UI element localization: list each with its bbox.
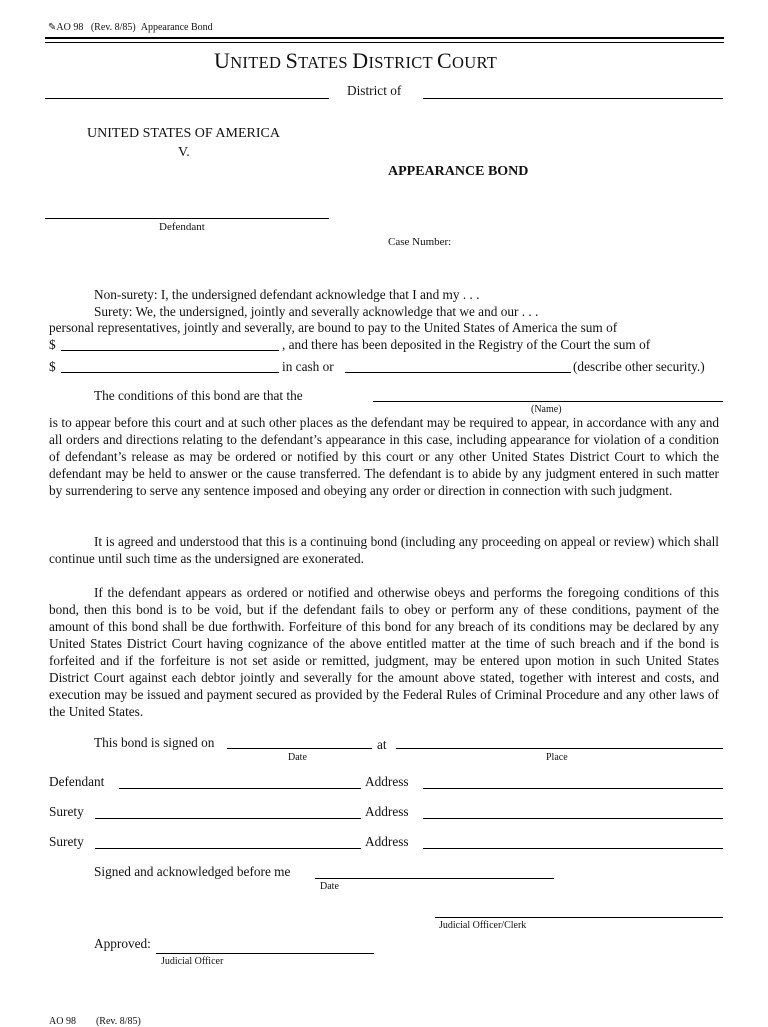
acknowledgment-date-label: Date: [320, 881, 339, 892]
signed-on-label: This bond is signed on: [94, 735, 215, 750]
document-title: APPEARANCE BOND: [388, 164, 529, 179]
acknowledgment-date-field[interactable]: [315, 878, 554, 879]
other-security-label: (describe other security.): [573, 359, 705, 374]
surety-1-address-label: Address: [365, 804, 409, 819]
surety-signature-label: Surety: [49, 804, 84, 819]
forfeiture-paragraph: If the defendant appears as ordered or notified and otherwise obeys and performs the foregoing conditions of this bond, then this bond is to be void, but if the defendant fails to obey or perform any of these conditions, payment of the amount of this bond shall be due forthwith. Forfeiture of this bond for any breach of its conditions may be declared by any United States District Court having cognizance of the above entitled matter at the time of such breach and if the bond is forfeited and if the forfeiture is not set aside or remitted, judgment, may be entered upon motion in such United States District Court against each debtor jointly and severally for the amount above stated, together with interest and costs, and execution may be issued and payment secured as provided by the Federal Rules of Criminal Procedure and any other laws of the United States.: [49, 585, 719, 719]
judicial-officer-clerk-field[interactable]: [435, 917, 723, 918]
defendant-address-field[interactable]: [423, 788, 723, 789]
at-label: at: [377, 737, 387, 752]
district-label: District of: [347, 83, 402, 98]
defendant-signature-field[interactable]: [119, 788, 361, 789]
signed-date-field[interactable]: [227, 748, 372, 749]
district-left-field[interactable]: [45, 98, 329, 99]
surety-1-address-field[interactable]: [423, 818, 723, 819]
form-name: Appearance Bond: [140, 22, 213, 33]
judicial-officer-label: Judicial Officer: [161, 956, 224, 967]
deposited-text: , and there has been deposited in the Registry of the Court the sum of: [282, 337, 651, 352]
defendant-caption-label: Defendant: [159, 221, 205, 233]
personal-representatives-line: personal representatives, jointly and severally, are bound to pay to the United States of America the sum of: [49, 320, 618, 335]
nonsurety-line: Non-surety: I, the undersigned defendant acknowledge that I and my . . .: [94, 287, 480, 302]
header-rule-thin: [45, 42, 724, 43]
signed-place-field[interactable]: [396, 748, 723, 749]
surety-line: Surety: We, the undersigned, jointly and severally acknowledge that we and our . . .: [94, 304, 539, 319]
surety-2-signature-field[interactable]: [95, 848, 361, 849]
dollar-sign: $: [49, 337, 56, 352]
surety-2-address-label: Address: [365, 834, 409, 849]
place-label: Place: [546, 752, 568, 763]
surety-signature-label: Surety: [49, 834, 84, 849]
conditions-intro: The conditions of this bond are that the: [94, 388, 303, 403]
surety-1-signature-field[interactable]: [95, 818, 361, 819]
surety-2-address-field[interactable]: [423, 848, 723, 849]
form-footer: [49, 1016, 141, 1027]
footer-form-id: AO 98: [49, 1016, 76, 1027]
name-label: (Name): [531, 404, 562, 415]
versus-label: V.: [178, 145, 190, 160]
footer-revision: (Rev. 8/85): [95, 1016, 141, 1027]
defendant-signature-label: Defendant: [49, 774, 105, 789]
other-security-field[interactable]: [345, 372, 571, 373]
dollar-sign: $: [49, 359, 56, 374]
continuing-bond-paragraph: It is agreed and understood that this is a continuing bond (including any proceeding on appeal or review) which shall continue until such time as the undersigned are exonerated.: [49, 534, 719, 566]
pencil-icon: ✎: [48, 22, 57, 33]
form-header: [48, 22, 213, 33]
form-revision: (Rev. 8/85): [90, 22, 136, 33]
header-rule-thick: [45, 37, 724, 39]
deposit-amount-field[interactable]: [61, 372, 279, 373]
form-id: AO 98: [56, 22, 84, 33]
district-field[interactable]: [423, 98, 723, 99]
bond-amount-field[interactable]: [61, 350, 279, 351]
approved-label: Approved:: [94, 936, 151, 951]
approved-signature-field[interactable]: [156, 953, 374, 954]
cash-or-text: in cash or: [282, 359, 334, 374]
conditions-paragraph: is to appear before this court and at such other places as the defendant may be required to appear, in accordance with any and all orders and directions relating to the defendant’s appearance in this case, including appearance for violation of a condition of defendant’s release as may be ordered or notified by this court or any other United States District Court to which the defendant may be held to answer or the cause transferred. The defendant is to abide by any judgment entered in such matter by surrendering to serve any sentence imposed and obeying any order or direction in connection with such judgment.: [49, 415, 719, 498]
court-title: UNITED STATES DISTRICT COURT: [214, 48, 498, 73]
date-label: Date: [288, 752, 307, 763]
case-number-label: Case Number:: [388, 236, 452, 248]
acknowledged-label: Signed and acknowledged before me: [94, 864, 291, 879]
plaintiff-name: UNITED STATES OF AMERICA: [87, 126, 280, 141]
judicial-officer-clerk-label: Judicial Officer/Clerk: [439, 920, 527, 931]
defendant-name-condition-field[interactable]: [373, 401, 723, 402]
defendant-name-field[interactable]: [45, 218, 329, 219]
defendant-address-label: Address: [365, 774, 409, 789]
